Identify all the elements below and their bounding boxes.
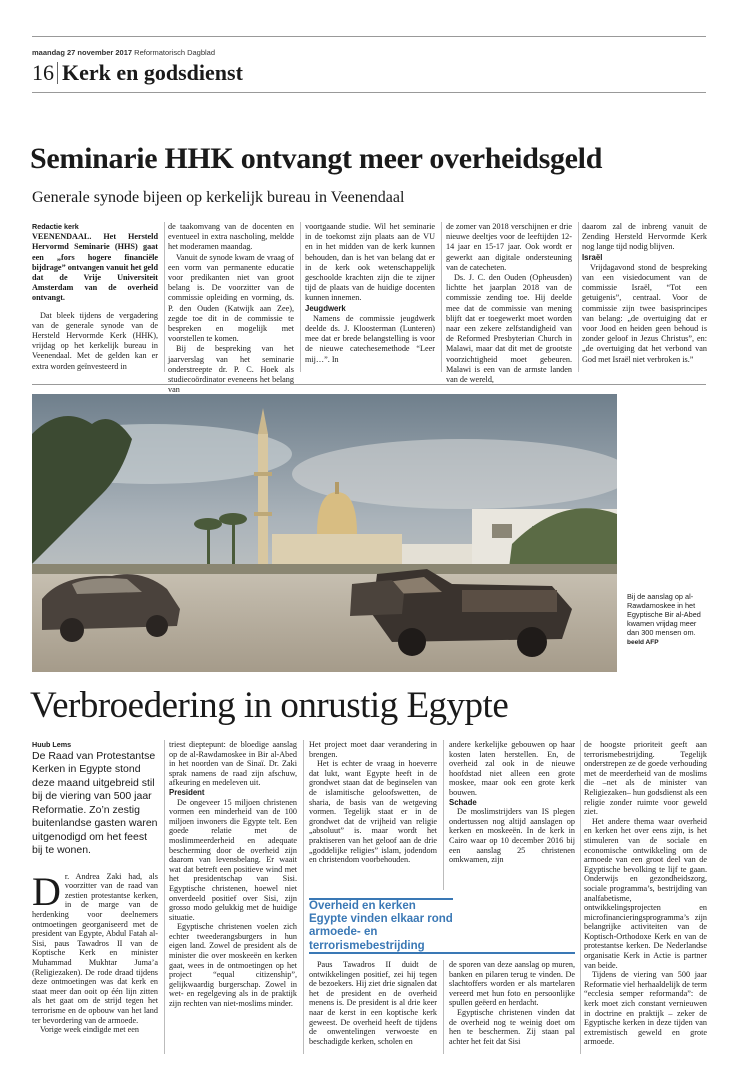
article2-intro: De Raad van Protestantse Kerken in Egypte stond deze maand uitgebreid stil bij de viering van 500 jaar Reformatie. Zo’n zestig buitenlandse gasten waren uitgenodigd om het feest bij te wonen.	[32, 749, 158, 857]
article2-column-5	[584, 740, 707, 1047]
subheading: President	[169, 787, 205, 797]
headline-egypte: Verbroedering in onrustig Egypte	[30, 685, 509, 726]
article2-column-3b	[309, 960, 437, 1046]
article1-column-3	[305, 222, 435, 365]
article1-column-1	[32, 222, 158, 372]
article1-column-4	[446, 222, 572, 385]
dropcap: D	[32, 868, 61, 914]
headline-seminarie: Seminarie HHK ontvangt meer overheidsgeld	[30, 142, 603, 175]
publication: Reformatorisch Dagblad	[134, 48, 216, 57]
paragraph: de sporen van deze aanslag op muren, banken en pilaren terug te vinden. De slachtoffers worden er als martelaren vereerd met hun foto en persoonlijke spullen geëerd en herdacht.	[449, 960, 575, 1008]
page-number: 16	[32, 60, 54, 85]
section-title: Kerk en godsdienst	[62, 60, 243, 85]
paragraph: Vrijdagavond stond de bespreking van een visiedocument van de commissie Israël, “Tot een getuigenis”, centraal. Voor de commissie zijn twee basisprincipes van belang: „de overtuiging dat er voor Jood en heiden geen behoud is zonder geloof in Jezus Christus”, en: „de overtuiging dat het verbond van God met Israël niet verbroken is.”	[582, 262, 707, 364]
paragraph: andere kerkelijke gebouwen op haar kosten laten herstellen. En, de overheid zal ook in de nieuwe hoofdstad niet alleen een grote moskee, maar ook een grote kerk bouwen.	[449, 740, 575, 797]
top-rule	[32, 36, 706, 37]
pull-quote: Overheid en kerken Egypte vinden elkaar rond armoede- en terrorismebestrijding	[309, 900, 453, 952]
byline: Huub Lems	[32, 740, 72, 749]
paragraph: Tijdens de viering van 500 jaar Reformatie viel herhaaldelijk de term “ecclesia semper reformanda”: de kerk moet zich constant vernieuwen in doctrine en praktijk – zeker de Egyptische kerken in deze tijden van extremistisch geweld en grote armoede.	[584, 970, 707, 1047]
burned-cars-mosque-image	[32, 394, 617, 672]
paragraph: Het project moet daar verandering in brengen.	[309, 740, 437, 759]
article1-column-5	[582, 222, 707, 365]
paragraph: triest dieptepunt: de bloedige aanslag op de al-Rawdamoskee in Bir al-Abed in het noorden van de Sinaï. Dr. Zaki sprak namens de raad zijn afschuw, afkeuring en medeleven uit.	[169, 740, 297, 788]
paragraph: de hoogste prioriteit geeft aan terrorismebestrijding. Tegelijk onderstrepen ze de goede verhouding met de meerderheid van de moslims die –net als de minister van Religiezaken– hun godsdienst als een religie zonder ruimte voor geweld ziet.	[584, 740, 707, 817]
paragraph: Vanuit de synode kwam de vraag of een vorm van permanente educatie voor predikanten niet van groot belang is. De voorzitter van de commissie opleiding en vorming, ds. P. den Ouden (Katwijk aan Zee), zegde toe dit in de commissie te bespreken en mogelijk met voorstellen te komen.	[168, 252, 294, 344]
subheading: Schade	[449, 797, 477, 807]
paragraph: Paus Tawadros II duidt de ontwikkelingen positief, zei hij tegen de bezoekers. Hij ziet drie signalen dat het de president en de overheid menens is. De president is al drie keer naar de kerst in een koptische kerk geweest. De overheid heeft de tijdens de onwentelingen verwoeste en beschadigde kerken, scholen en	[309, 960, 437, 1046]
paragraph: de zomer van 2018 verschijnen er drie nieuwe deeltjes voor de leeftijden 12-14 jaar en 15-17 jaar. Ook wordt er gewerkt aan digitale ondersteuning van de catecheten.	[446, 222, 572, 272]
page-header	[32, 60, 243, 86]
article2-column-2	[169, 740, 297, 1009]
paragraph: Dat bleek tijdens de vergadering van de generale synode van de Hersteld Hervormde Kerk (HHK), vrijdag op het kerkelijk bureau in Veenendaal. Met de gelden kan er extra worden geïnvesteerd in	[32, 310, 158, 371]
photo-caption	[627, 592, 707, 647]
paragraph: voortgaande studie. Wil het seminarie in de toekomst zijn plaats aan de VU en in het midden van de kerk kunnen behouden, dan is het van belang dat er in de kerk ook wetenschappelijk geschoolde krachten zijn die te zijner tijd de plaats van de huidige docenten kunnen innemen.	[305, 222, 435, 303]
photo-credit: beeld AFP	[627, 639, 659, 646]
paragraph: Het andere thema waar overheid en kerken het over eens zijn, is het stimuleren van de sociale en economische ontwikkeling om de armoede van een groot deel van de Egyptische bevolking te lijf te gaan. Onderwijs en gezondheidszorg, sociale programma’s, bestrijding van analfabetisme, ontwikkelingsprojecten en microfinancieringsprogramma’s zijn belangrijke activiteiten van de Koptisch-Orthodoxe Kerk en van de protestantse kerken. De Nederlandse organisatie Kerk in Actie is partner van beide.	[584, 816, 707, 970]
article2-column-4b	[449, 960, 575, 1046]
paragraph: Namens de commissie jeugdwerk deelde ds. J. Kloosterman (Lunteren) mee dat er brede belangstelling is voor de nieuwe catechesemethode “Leer mij…”. In	[305, 313, 435, 364]
paragraph: De moslimstrijders van IS plegen ondertussen nog altijd aanslagen op kerken en moskeeën. In de kerk in Cairo waar op 10 december 2016 bij een aanslag 25 christenen omkwamen, zijn	[449, 807, 575, 865]
caption-text: Bij de aanslag op al-Rawdamoskee in het Egyptische Bir al-Abed kwamen vrijdag meer dan 300 mensen om.	[627, 592, 701, 637]
article2-column-1	[32, 740, 158, 1035]
news-photo	[32, 394, 617, 672]
paragraph: Vorige week eindigde met een	[40, 1025, 139, 1035]
subheading: Israël	[582, 252, 603, 262]
paragraph: daarom zal de inbreng vanuit de Zending Hersteld Hervormde Kerk nog lange tijd nodig blijven.	[582, 222, 707, 252]
paragraph: De ongeveer 15 miljoen christenen vormen een minderheid van de 100 miljoen inwoners die Egypte telt. Een goede relatie met de moslimmeerderheid en adequate bescherming door de overheid zijn daarom van levensbelang. Er waait wat dat betreft een positieve wind met het presidentschap van Sisi. Egyptische christenen, hoewel niet onverdeeld positief over Sisi, zijn grosso modo gelukkig met de huidige situatie.	[169, 797, 297, 922]
paragraph: Ds. J. C. den Ouden (Opheusden) lichtte het jaarplan 2018 van de commissie zending toe. Hij deelde mee dat de commissie van mening blijft dat er toegewerkt moet worden naar een zekere zelfstandigheid van de Reformed Presbyterian Church in Malawi, maar dat dit met de grootste voorzichtigheid moet gebeuren. Malawi is een van de armste landen van de wereld,	[446, 273, 572, 385]
subheading: Jeugdwerk	[305, 303, 346, 313]
paragraph: Het is echter de vraag in hoeverre dat lukt, want Egypte heeft in de grondwet staan dat de beginselen van de islamitische geloofswetten, de sharia, de basis van de wetgeving vormen. Tegelijk staat er in de grondwet dat de vrijheid van religie „absoluut” is. maar wordt het praktiseren van het geloof aan de drie „goddelijke religies” islam, jodendom en christendom voorbehouden.	[309, 759, 437, 865]
article1-lead: VEENENDAAL. Het Hersteld Hervormd Seminarie (HHS) gaat een „fors hogere financiële bijdrage” ontvangen vanuit het geld dat de Vrije Universiteit Amsterdam van de overheid ontvangt.	[32, 232, 159, 303]
section-rule	[32, 384, 706, 385]
paragraph: Bij de bespreking van het jaarverslag van het seminarie onderstreepte dr. P. C. Hoek als studiecoördinator eveneens het belang van	[168, 344, 294, 395]
subhead-seminarie: Generale synode bijeen op kerkelijk bureau in Veenendaal	[32, 189, 405, 206]
pullquote-bottom-rule	[309, 952, 575, 954]
byline: Redactie kerk	[32, 222, 79, 231]
paragraph: Egyptische christenen vinden dat de overheid nog te weinig doet om hen te beschermen. Zij staan pal achter het feit dat Sisi	[449, 1007, 575, 1046]
article2-column-3a	[309, 740, 437, 865]
article1-column-2	[168, 222, 294, 395]
article2-column-4a	[449, 740, 575, 865]
dateline	[32, 48, 215, 57]
paragraph: de taakomvang van de docenten en eventueel in extra nascholing, meldde het moderamen maandag.	[168, 222, 294, 252]
paragraph: Egyptische christenen voelen zich echter tweederangsburgers in hun eigen land. Zowel de president als de minister die over moskeeën en kerken gaat, wees in de ontmoetingen op het project “equal citizenship”, gelijkwaardig burgerschap. Zowel in wet- en regelgeving als in de praktijk zijn rechten van niet-moslims minder.	[169, 922, 297, 1009]
header-rule	[32, 92, 706, 93]
date: maandag 27 november 2017	[32, 48, 133, 57]
paragraph: r. Andrea Zaki had, als voorzitter van de raad van zestien protestantse kerken, in de marge van de herdenking voor deelnemers ontmoetingen georganiseerd met de president van Egypte, Abdul Fatah al-Sisi, paus Tawadros II van de Koptische Kerk en minister Muhammad Mukhtar Juma’a (Religiezaken). De rode draad tijdens deze ontmoetingen was dat kerk en staat meer dan ooit op één lijn zitten als het gaat om de strijd tegen het terrorisme en de opbouw van het land ter bevordering van de armoede.	[32, 871, 158, 1025]
